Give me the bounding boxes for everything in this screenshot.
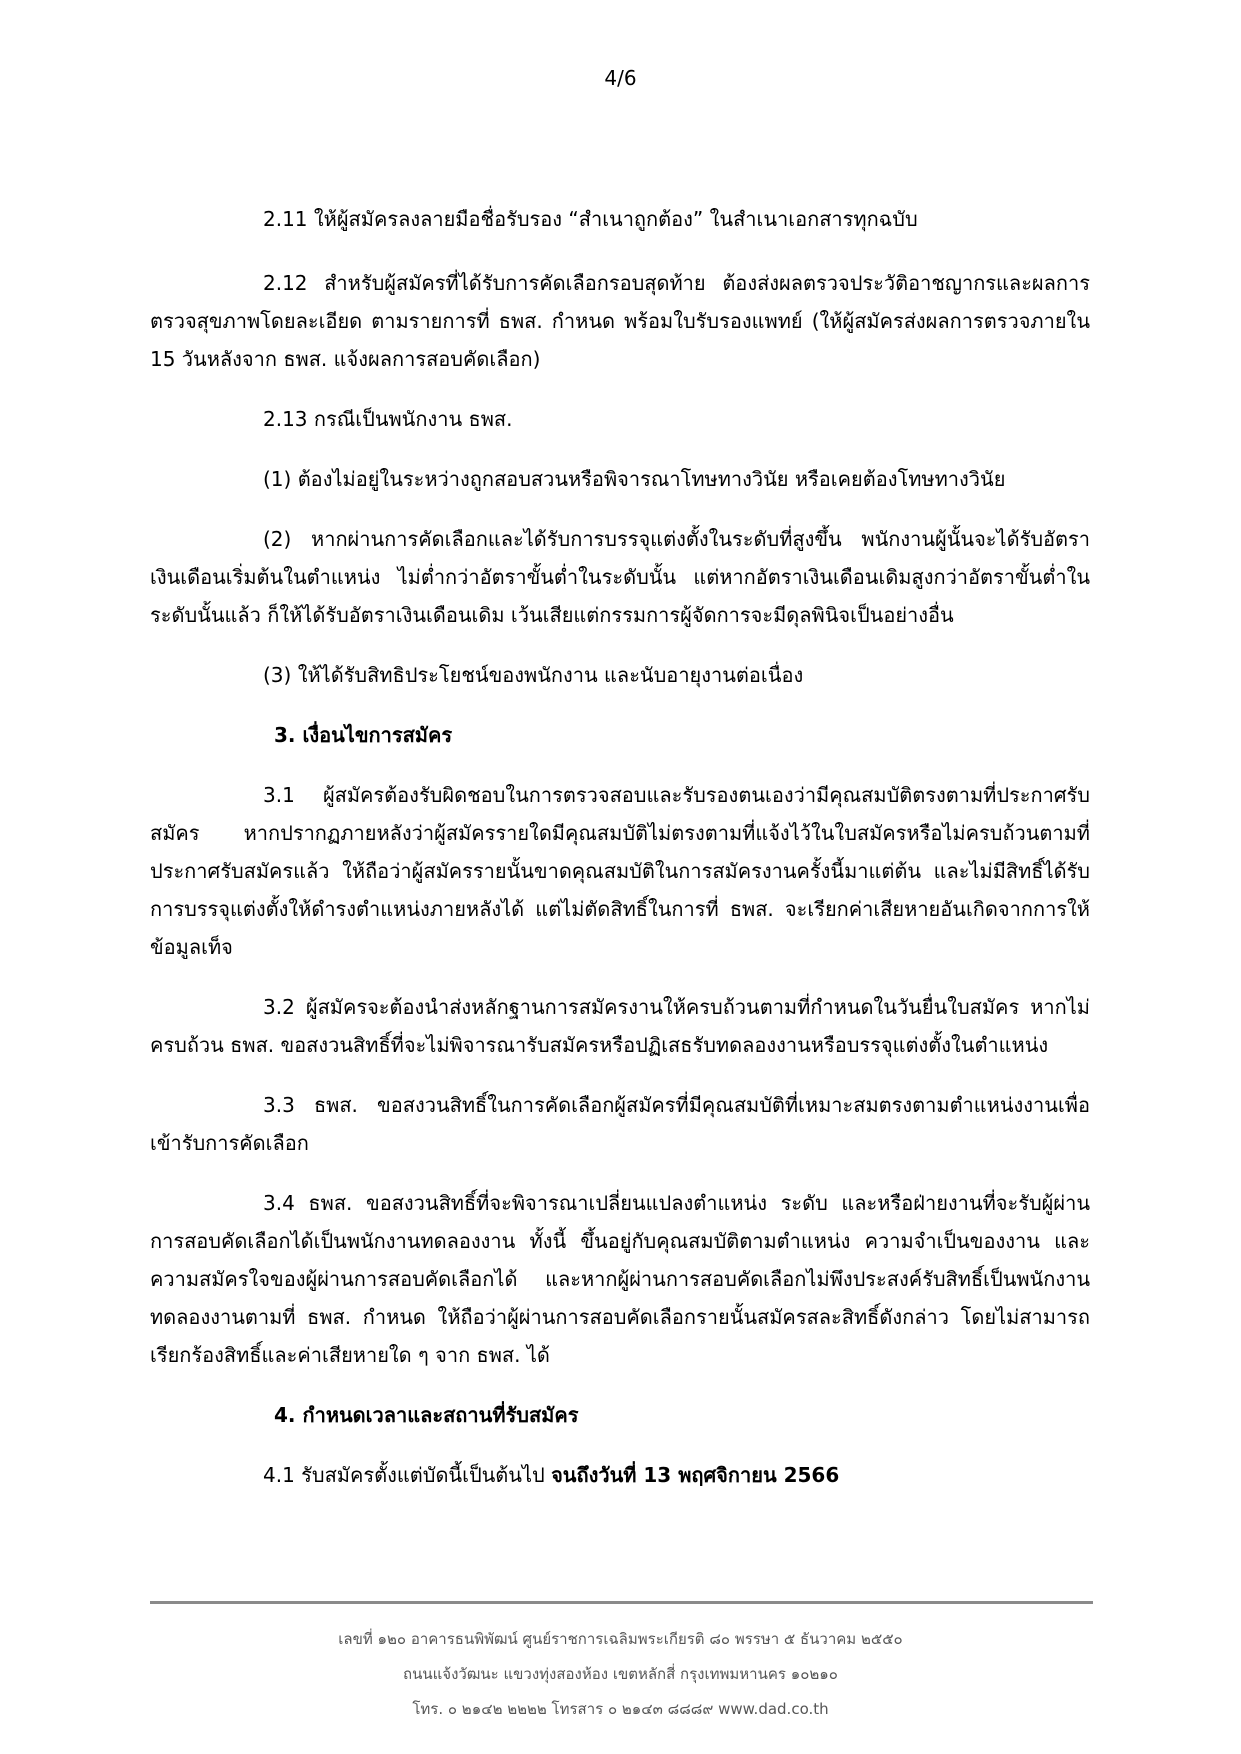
footer-address-line: เลขที่ ๑๒๐ อาคารธนพิพัฒน์ ศูนย์ราชการเฉลิมพระเกียรติ ๘๐ พรรษา ๕ ธันวาคม ๒๕๕๐: [338, 1630, 903, 1648]
page-number: 4/6: [604, 66, 637, 90]
clause-2-13-item-3: (3) ให้ได้รับสิทธิประโยชน์ของพนักงาน และนับอายุงานต่อเนื่อง: [263, 663, 804, 687]
clause-2-12: 2.12 สำหรับผู้สมัครที่ได้รับการคัดเลือกรอบสุดท้าย ต้องส่งผลตรวจประวัติอาชญากรและผลการตรวจสุขภาพโดยละเอียด ตามรายการที่ ธพส. กำหนด พร้อมใบรับรองแพทย์ (ให้ผู้สมัครส่งผลการตรวจภายใน 15 วันหลังจาก ธพส. แจ้งผลการสอบคัดเลือก): [150, 271, 1090, 371]
clause-2-13: 2.13 กรณีเป็นพนักงาน ธพส.: [263, 407, 513, 431]
clause-2-13-item-2: (2) หากผ่านการคัดเลือกและได้รับการบรรจุแต่งตั้งในระดับที่สูงขึ้น พนักงานผู้นั้นจะได้รับอัตราเงินเดือนเริ่มต้นในตำแหน่ง ไม่ต่ำกว่าอัตราขั้นต่ำในระดับนั้น แต่หากอัตราเงินเดือนเดิมสูงกว่าอัตราขั้นต่ำในระดับนั้นแล้ว ก็ให้ได้รับอัตราเงินเดือนเดิม เว้นเสียแต่กรรมการผู้จัดการจะมีดุลพินิจเป็นอย่างอื่น: [150, 527, 1090, 627]
section-4-heading: 4. กำหนดเวลาและสถานที่รับสมัคร: [274, 1403, 579, 1427]
clause-2-13-item-1: (1) ต้องไม่อยู่ในระหว่างถูกสอบสวนหรือพิจารณาโทษทางวินัย หรือเคยต้องโทษทางวินัย: [263, 467, 1006, 491]
clause-3-4: 3.4 ธพส. ขอสงวนสิทธิ์ที่จะพิจารณาเปลี่ยนแปลงตำแหน่ง ระดับ และหรือฝ่ายงานที่จะรับผู้ผ่านการสอบคัดเลือกได้เป็นพนักงานทดลองงาน ทั้งนี้ ขึ้นอยู่กับคุณสมบัติตามตำแหน่ง ความจำเป็นของงาน และความสมัครใจของผู้ผ่านการสอบคัดเลือกได้ และหากผู้ผ่านการสอบคัดเลือกไม่พึงประสงค์รับสิทธิ์เป็นพนักงานทดลองงานตามที่ ธพส. กำหนด ให้ถือว่าผู้ผ่านการสอบคัดเลือกรายนั้นสมัครสละสิทธิ์ดังกล่าว โดยไม่สามารถเรียกร้องสิทธิ์และค่าเสียหายใด ๆ จาก ธพส. ได้: [150, 1191, 1090, 1367]
clause-3-3: 3.3 ธพส. ขอสงวนสิทธิ์ในการคัดเลือกผู้สมัครที่มีคุณสมบัติที่เหมาะสมตรงตามตำแหน่งงานเพื่อเข้ารับการคัดเลือก: [150, 1093, 1090, 1155]
clause-4-1-deadline: จนถึงวันที่ 13 พฤศจิกายน 2566: [551, 1463, 840, 1487]
clause-3-1: 3.1 ผู้สมัครต้องรับผิดชอบในการตรวจสอบและรับรองตนเองว่ามีคุณสมบัติตรงตามที่ประกาศรับสมัคร หากปรากฏภายหลังว่าผู้สมัครรายใดมีคุณสมบัติไม่ตรงตามที่แจ้งไว้ในใบสมัครหรือไม่ครบถ้วนตามที่ประกาศรับสมัครแล้ว ให้ถือว่าผู้สมัครรายนั้นขาดคุณสมบัติในการสมัครงานครั้งนี้มาแต่ต้น และไม่มีสิทธิ์ได้รับการบรรจุแต่งตั้งให้ดำรงตำแหน่งภายหลังได้ แต่ไม่ตัดสิทธิ์ในการที่ ธพส. จะเรียกค่าเสียหายอันเกิดจากการให้ข้อมูลเท็จ: [150, 783, 1090, 959]
footer-contact-line: โทร. ๐ ๒๑๔๒ ๒๒๒๒ โทรสาร ๐ ๒๑๔๓ ๘๘๘๙ www.dad.co.th: [412, 1700, 829, 1718]
clause-3-2: 3.2 ผู้สมัครจะต้องนำส่งหลักฐานการสมัครงานให้ครบถ้วนตามที่กำหนดในวันยื่นใบสมัคร หากไม่ครบถ้วน ธพส. ขอสงวนสิทธิ์ที่จะไม่พิจารณารับสมัครหรือปฏิเสธรับทดลองงานหรือบรรจุแต่งตั้งในตำแหน่ง: [150, 995, 1090, 1057]
footer-street-line: ถนนแจ้งวัฒนะ แขวงทุ่งสองห้อง เขตหลักสี่ กรุงเทพมหานคร ๑๐๒๑๐: [403, 1665, 838, 1683]
clause-4-1: [150, 1456, 1090, 1494]
section-3-heading: 3. เงื่อนไขการสมัคร: [274, 723, 453, 747]
clause-4-1-lead: 4.1 รับสมัครตั้งแต่บัดนี้เป็นต้นไป: [263, 1463, 545, 1487]
document-body: [150, 200, 1090, 1516]
footer-divider: [150, 1601, 1093, 1604]
footer: [0, 1622, 1241, 1727]
clause-2-11: 2.11 ให้ผู้สมัครลงลายมือชื่อรับรอง “สำเนาถูกต้อง” ในสำเนาเอกสารทุกฉบับ: [263, 207, 918, 231]
